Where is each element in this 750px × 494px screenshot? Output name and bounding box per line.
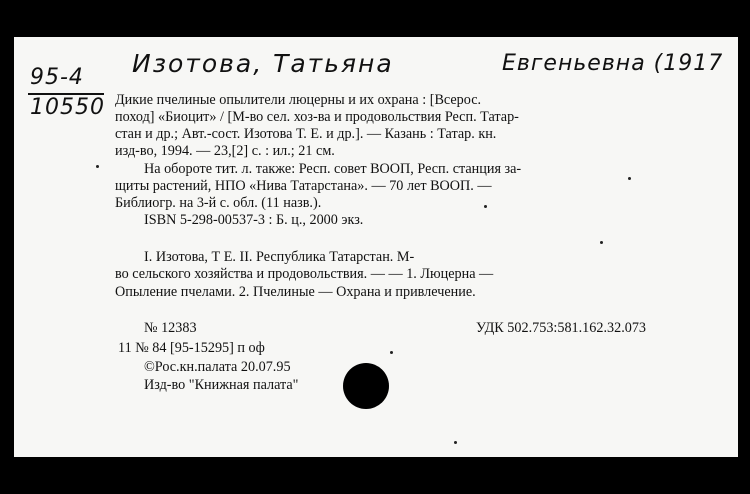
speck <box>96 165 99 168</box>
publisher-line: Изд-во "Книжная палата" <box>144 377 299 393</box>
card-line: стан и др.; Авт.-сост. Изотова Т. Е. и др.]. — Казань : Татар. кн. <box>115 126 497 142</box>
order-number: 11 № 84 [95-15295] п оф <box>118 340 265 356</box>
card-number: № 12383 <box>144 320 197 336</box>
card-line-tracing: во сельского хозяйства и продовольствия. — — 1. Люцерна — <box>115 266 494 282</box>
card-line-bibliography: Библиогр. на 3-й с. обл. (11 назв.). <box>115 195 322 211</box>
card-line-tracing: Опыление пчелами. 2. Пчелиные — Охрана и привлечение. <box>115 284 476 300</box>
udk-code: УДК 502.753:581.162.32.073 <box>476 320 647 336</box>
copyright-line: ©Рос.кн.палата 20.07.95 <box>144 359 291 375</box>
card-line: поход] «Биоцит» / [М-во сел. хоз-ва и продовольствия Респ. Татар- <box>115 109 519 125</box>
speck <box>628 177 631 180</box>
speck <box>454 441 457 444</box>
handwritten-patronymic-year: Евгеньевна (1917 <box>502 51 724 76</box>
speck <box>390 351 393 354</box>
handwritten-code-bottom: 10550 <box>30 95 105 120</box>
catalog-card <box>14 37 738 457</box>
speck <box>484 205 487 208</box>
speck <box>600 241 603 244</box>
handwritten-author-name: Изотова, Татьяна <box>132 49 394 78</box>
handwritten-code-top: 95-4 <box>30 65 84 90</box>
card-line: щиты растений, НПО «Нива Татарстана». — 70 лет ВООП. — <box>115 178 492 194</box>
punch-hole <box>343 363 389 409</box>
card-line-isbn: ISBN 5-298-00537-3 : Б. ц., 2000 экз. <box>144 212 364 228</box>
card-line-tracing: I. Изотова, Т Е. II. Республика Татарстан. М- <box>144 249 415 265</box>
card-line-note: На обороте тит. л. также: Респ. совет ВООП, Респ. станция за- <box>144 161 522 177</box>
card-line: изд-во, 1994. — 23,[2] с. : ил.; 21 см. <box>115 143 335 159</box>
card-line-title: Дикие пчелиные опылители люцерны и их охрана : [Всерос. <box>115 92 482 108</box>
